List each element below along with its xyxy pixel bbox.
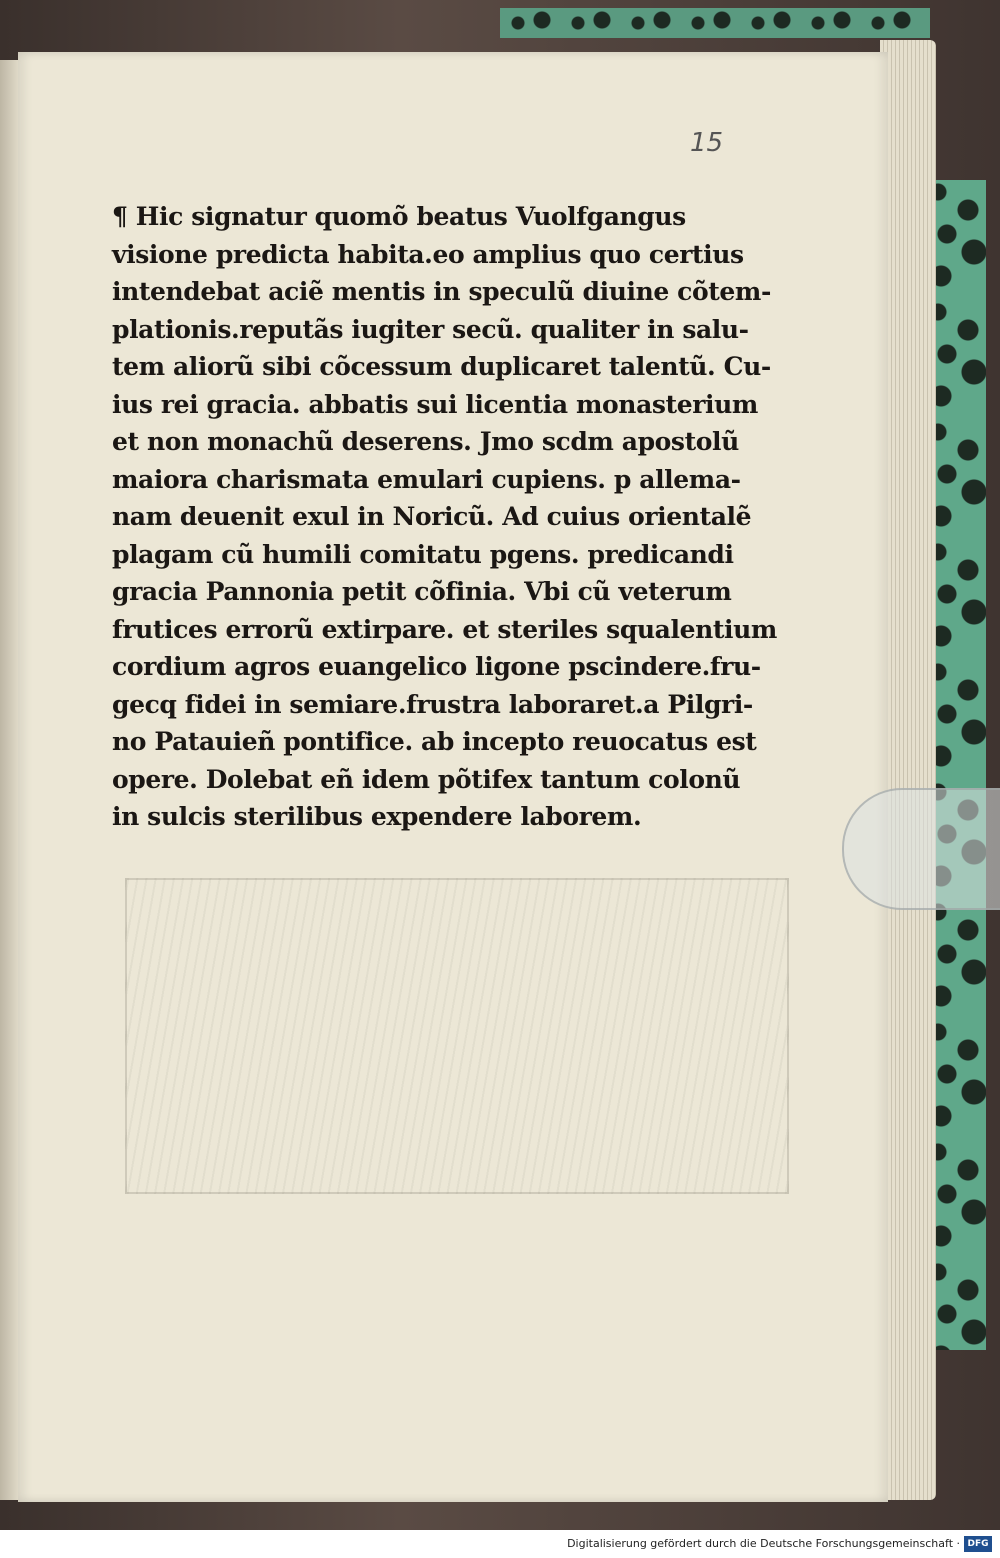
text-line: tem aliorũ sibi cõcessum duplicaret talentũ. Cu- bbox=[112, 352, 771, 381]
text-line: nam deuenit exul in Noricũ. Ad cuius orientalẽ bbox=[112, 502, 752, 531]
text-line: in sulcis sterilibus expendere laborem. bbox=[112, 802, 642, 831]
text-line: ius rei gracia. abbatis sui licentia monasterium bbox=[112, 389, 758, 419]
footer-credit: Digitalisierung gefördert durch die Deutsche Forschungsgemeinschaft · bbox=[567, 1537, 960, 1550]
marbled-edge-top bbox=[500, 8, 930, 38]
text-line: plationis.reputãs iugiter secũ. qualiter in salu- bbox=[112, 314, 749, 344]
bookmark-clip bbox=[842, 788, 1000, 910]
text-line: gracia Pannonia petit cõfinia. Vbi cũ veterum bbox=[112, 577, 732, 606]
text-line: frutices errorũ extirpare. et steriles squalentium bbox=[112, 614, 777, 644]
text-line: visione predicta habita.eo amplius quo certius bbox=[112, 239, 744, 269]
footer-bar bbox=[0, 1530, 1000, 1558]
text-line: intendebat aciẽ mentis in speculũ diuine cõtem- bbox=[112, 277, 771, 306]
woodcut-showthrough bbox=[125, 878, 789, 1194]
text-line: cordium agros euangelico ligone pscindere.fru- bbox=[112, 652, 761, 681]
dfg-logo-icon: DFG bbox=[964, 1536, 992, 1552]
text-line: ¶ Hic signatur quomõ beatus Vuolfgangus bbox=[112, 202, 686, 231]
page-stack-edges bbox=[880, 40, 936, 1500]
folio-number: 15 bbox=[690, 128, 724, 158]
text-line: no Patauieñ pontifice. ab incepto reuocatus est bbox=[112, 727, 757, 756]
text-block bbox=[112, 198, 812, 836]
text-line: plagam cũ humili comitatu pgens. predicandi bbox=[112, 539, 734, 569]
text-line: maiora charismata emulari cupiens. p allema- bbox=[112, 464, 741, 494]
text-line: opere. Dolebat eñ idem põtifex tantum colonũ bbox=[112, 764, 741, 794]
text-line: gecq fidei in semiare.frustra laboraret.a Pilgri- bbox=[112, 689, 753, 719]
text-line: et non monachũ deserens. Jmo scdm apostolũ bbox=[112, 427, 739, 456]
